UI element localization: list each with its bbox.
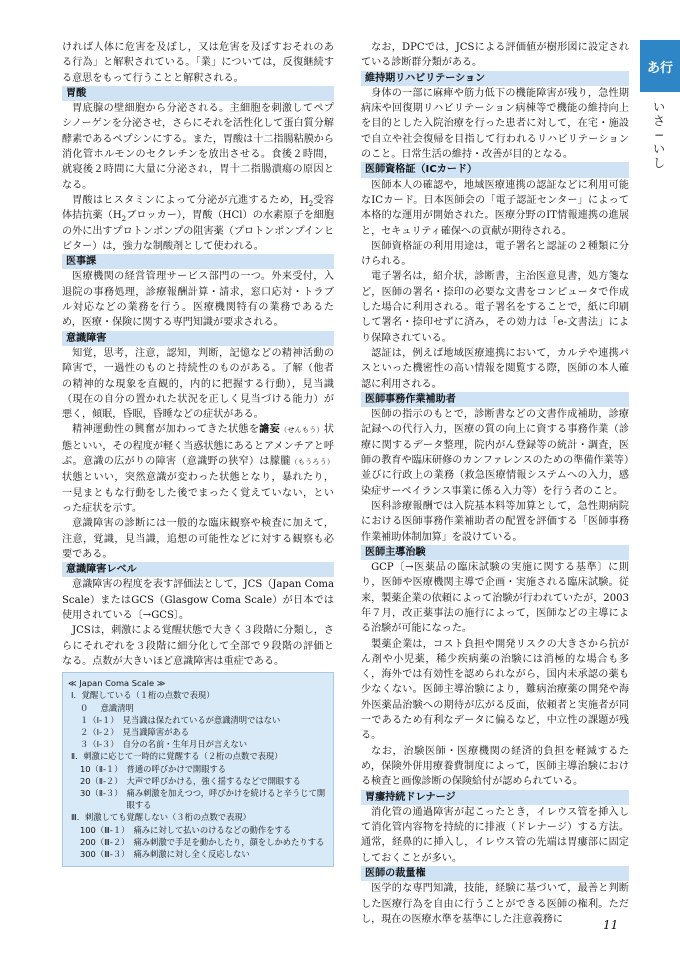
jcs-code: Ⅱ．刺激に応じて一時的に覚醒する（２桁の点数で表現） [71,751,283,762]
index-range-label [652,100,666,170]
jcs-code: 200（Ⅲ-２） [80,836,130,847]
index-tab-a-row [640,40,680,92]
jcs-code: ０ [80,702,97,713]
text-run: ブロッカー），胃酸（HCl）の水素原子を細胞の外に出すプロトンポンプの阻害薬（プロトンポンプインヒビター）は，強力な制酸剤として使われる。 [62,210,334,252]
paragraph: 電子署名は，紹介状，診断書，主治医意見書，処方箋など，医師の署名・捺印の必要な文書をコンピュータで作成した場合に利用される。電子署名をすることで，紙に印刷して署名・捺印せずに済み，その効力は「e-文書法」により保障されている。 [361,271,629,344]
text-run: 胃酸はヒスタミンによって分泌が亢進するため，H [72,194,309,206]
paragraph: 医科診療報酬では入院基本料等加算として，急性期病院における医師事務作業補助者の配置を評価する「医師事務作業補助体制加算」を設けている。 [361,500,629,543]
term: 朦朧 [269,456,291,468]
index-range-char: − [653,128,665,142]
jcs-code: １（Ⅰ-１） [80,714,119,725]
paragraph: なお，DPCでは，JCSによる評価値が樹形図に設定されている診断群分類がある。 [361,42,629,69]
index-range-char: さ [652,114,665,128]
subscript: 2 [308,199,314,208]
text-run: 状態といい，その程度が軽く当惑状態にあるとアメンチアと呼ぶ。意識の広がりの障害（意識野の狭窄）は [62,424,335,468]
paragraph: 意識障害の程度を表す評価法として，JCS（Japan Coma Scale）またはGCS（Glasgow Coma Scale）が日本では使用されている〔→GCS〕。 [62,579,334,621]
paragraph: 知覚，思考，注意，認知，判断，記憶などの精神活動の障害で，一過性のものと持続性のものがある。了解（他者の精神的な現象を直観的，内的に把握する行動），見当識（現在の自分の置かれた状況を正しく見当づける能力）が悪く，傾眠，昏眠，昏睡などの症状がある。 [62,347,334,421]
ruby: （せんもう） [280,426,324,435]
entry-heading-ijika: 医事課 [62,254,334,269]
jcs-code: ３（Ⅰ-３） [80,739,119,750]
jcs-row [68,811,328,823]
right-column [361,40,629,927]
jcs-code: 100（Ⅲ-１） [80,824,130,835]
jcs-title: ≪ Japan Coma Scale ≫ [68,678,166,689]
left-column [62,40,334,867]
paragraph: 認証は，例えば地域医療連携において，カルテや連携パスといった機密性の高い情報を閲覧する際，医師の本人確認に利用される。 [361,347,629,390]
paragraph: ければ人体に危害を及ぼし，又は危害を及ぼすおそれのある行為」と解釈されている。「業」については，反復継続する意思をもって行うことと解釈される。 [62,42,334,84]
entry-heading-ishiki-shougai: 意識障害 [62,331,334,346]
ruby: （もうろう） [290,458,335,467]
entry-heading-ishi-shikaku: 医師資格証（ICカード） [361,162,629,177]
term: 譫妄 [259,424,281,436]
jcs-table-box [62,672,334,867]
text-run: 受容体拮抗薬（H [62,194,335,222]
jcs-desc: 見当識は保たれているが意識清明ではない [122,714,281,725]
jcs-code: 20（Ⅱ-２） [80,775,123,786]
paragraph: 製薬企業は，コスト負担や開発リスクの大きさから抗がん剤や小児薬，稀少疾病薬の治験には消極的な場合も多く，海外では有効性を認められながら，国内未承認の薬も少なくない。医師主導治験により，難病治療薬の開発や海外医薬品治験への期待が広がる反面，依頼者と実施者が同一であるため有利なデータに偏るなど，中立性の課題が残る。 [361,638,629,742]
entry-heading-irou-drainage: 胃瘻持続ドレナージ [361,790,629,805]
jcs-code: Ⅲ．刺激しても覚醒しない（３桁の点数で表現） [71,812,251,823]
paragraph [62,422,334,516]
index-range-char: い [652,142,665,156]
paragraph: 医師の指示のもとで，診断書などの文書作成補助，診療記録への代行入力，医療の質の向上に資する事務作業（診療に関するデータ整理，院内がん登録等の統計・調査，医師の教育や臨床研修のカンファレンスのための準備作業等）並びに行政上の業務（救急医療情報システムへの入力，感染症サーベイランス事業に係る入力等）を行う者のこと。 [361,409,629,497]
text-run: 精神運動性の興奮が加わってきた状態を [72,424,260,436]
index-range-char: し [652,156,665,170]
page-number: 11 [603,918,619,932]
paragraph: 医学的な専門知識，技能，経験に基づいて，最善と判断した医療行為を自由に行うことができる医師の権利。ただし，現在の医療水準を基準にした注意義務に [361,883,629,925]
paragraph: GCP〔→医薬品の臨床試験の実施に関する基準〕に則り，医師や医療機関主導で企画・実施される臨床試験。従来，製薬企業の依頼によって治験が行われていたが，2003年７月，改正薬事法の施行によって，医師などの主導による治験が可能になった。 [361,562,629,635]
jcs-desc: 痛みに対して払いのけるなどの動作をする [133,824,292,835]
jcs-row [68,738,328,750]
jcs-row [68,702,328,714]
jcs-code: 300（Ⅲ-３） [80,849,130,860]
paragraph: 身体の一部に麻痺や筋力低下の機能障害が残り，急性期病床や回復期リハビリテーション病棟等で機能の維持向上を目的とした入院治療を行った患者に対して，在宅・施設で自立や社会復帰を目指して行われるリハビリテーションのこと。日常生活の維持・改善が目的となる。 [361,87,629,161]
entry-heading-ishiki-level: 意識障害レベル [62,562,334,577]
jcs-row [68,714,328,726]
jcs-row [68,824,328,836]
jcs-desc [215,689,329,701]
jcs-row [68,763,328,775]
entry-heading-isan: 胃酸 [62,86,334,101]
entry-heading-ishi-sairyou: 医師の裁量権 [361,866,629,881]
paragraph: 医師本人の確認や，地域医療連携の認証などに利用可能なICカード。日本医師会の「電子認証センター」によって本格的な運用が開始された。医療分野のIT情報連携の進展と，セキュリティ確保への貢献が期待される。 [361,179,629,237]
jcs-desc: 意識清明 [100,702,134,713]
jcs-row [68,787,328,811]
jcs-code: Ⅰ．覚醒している（１桁の点数で表現） [71,690,215,701]
paragraph: なお，治験医師・医療機関の経済的負担を軽減するため，保険外併用療養費制度によって，医師主導治験における検査と画像診断の保険給付が認められている。 [361,745,629,788]
jcs-row [68,726,328,738]
index-tab-label: あ行 [646,60,673,76]
paragraph [62,193,334,254]
index-range-char: い [652,100,665,114]
jcs-desc: 普通の呼びかけで開眼する [126,763,227,774]
paragraph: JCSは，刺激による覚醒状態で大きく３段階に分類し，さらにそれぞれを３段階に細分化して全部で９段階の評価となる。点数が大きいほど意識障害は重症である。 [62,625,334,667]
jcs-desc: 自分の名前・生年月日が言えない [122,739,248,750]
paragraph: 医療機関の経営管理サービス部門の一つ。外来受付，入退院の事務処理，診療報酬計算・請求，窓口応対・トラブル対応などの業務を行う。医療機関特有の業務であるため，医療・保険に関する専門知識が要求される。 [62,271,334,329]
paragraph: 医師資格証の利用用途は，電子署名と認証の２種類に分けられる。 [361,240,629,268]
text-run: 状態といい，突然意識が変わった状態となり，暴れたり，一見まともな行動をした後でまったく覚えていない，といった症状を示す。 [62,472,334,514]
jcs-desc [283,750,328,762]
jcs-desc: 見当識障害がある [122,726,190,737]
jcs-code: 30（Ⅱ-３） [80,788,123,798]
entry-heading-iji-rehab: 維持期リハビリテーション [361,71,629,86]
paragraph: 胃底腺の壁細胞から分泌される。主細胞を刺激してペプシノーゲンを分泌させ，さらにそれを活性化して蛋白質分解酵素であるペプシンにする。また，胃酸は十二指腸粘膜から消化管ホルモンのセクレチンを放出させる。食後２時間，就寝後２時間に大量に分泌され，胃十二指腸潰瘍の原因となる。 [62,103,334,191]
jcs-row [68,750,328,762]
jcs-row [68,775,328,787]
jcs-code: 10（Ⅱ-１） [80,763,123,774]
jcs-desc: 大声で呼びかける，強く揺するなどで開眼する [126,775,301,786]
jcs-row [68,836,328,848]
paragraph: 意識障害の診断には一般的な臨床観察や検査に加えて，注意，覚識，見当識，追想の可能性などに対する観察も必要である。 [62,518,334,560]
jcs-desc: 痛み刺激を加えつつ，呼びかけを続けると辛うじて開眼する [126,788,326,811]
jcs-row [68,848,328,860]
entry-heading-ishi-chiken: 医師主導治験 [361,545,629,560]
jcs-code: ２（Ⅰ-２） [80,726,119,737]
jcs-rows [68,689,328,860]
jcs-desc: 痛み刺激に対し全く反応しない [133,849,250,860]
jcs-desc: 痛み刺激で手足を動かしたり，顔をしかめたりする [133,836,325,847]
paragraph: 消化管の通過障害が起こったとき，イレウス管を挿入して消化管内容物を持続的に排液（ドレナージ）する方法。通常，経鼻的に挿入し，イレウス管の先端は胃瘻部に固定しておくことが多い。 [361,806,629,864]
jcs-row [68,689,328,701]
entry-heading-ishi-jimu: 医師事務作業補助者 [361,392,629,407]
jcs-desc [251,811,328,823]
subscript: 2 [121,215,127,224]
